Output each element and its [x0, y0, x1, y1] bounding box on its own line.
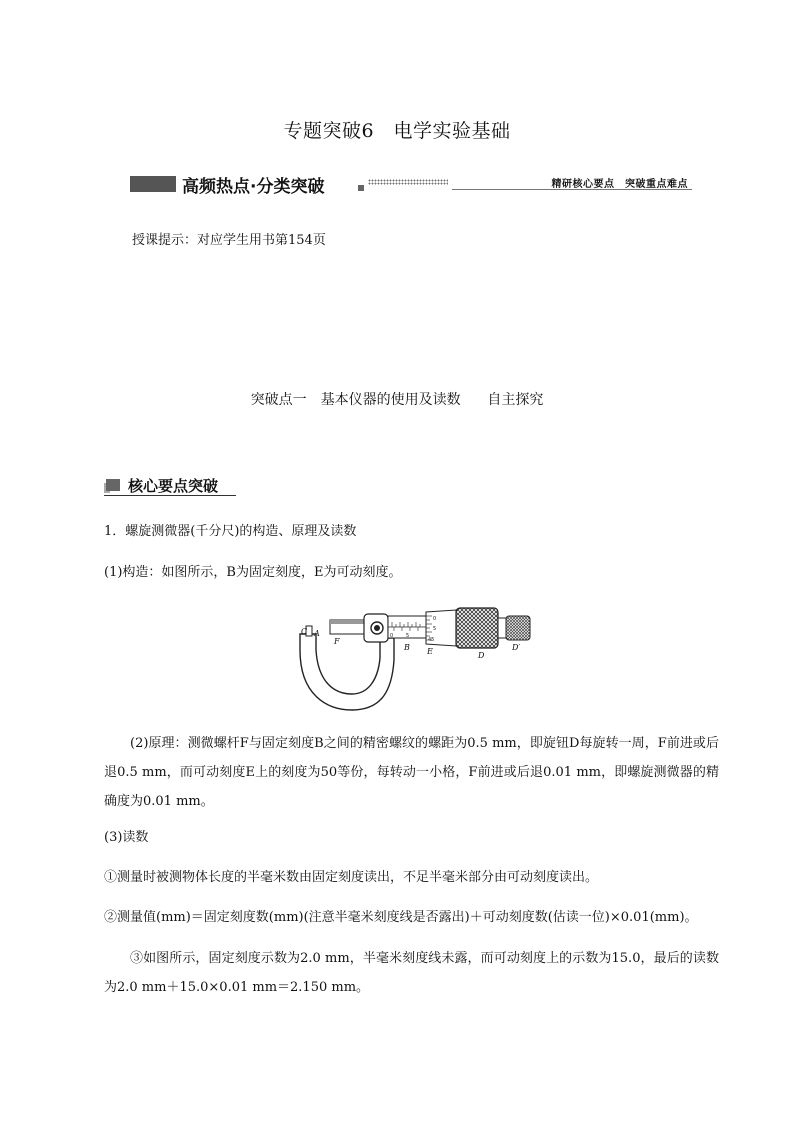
spindle-shade [330, 620, 364, 624]
thimble-scale-5: 5 [433, 626, 437, 632]
banner-subtitle: 精研核心要点 突破重点难点 [551, 179, 688, 190]
label-E: E [427, 647, 433, 656]
knob-shape [456, 608, 498, 648]
reading-step-3: ③如图所示，固定刻度示数为2.0 mm，半毫米刻度线未露，而可动刻度上的示数为15.0，最后的读数为2.0 mm＋15.0×0.01 mm＝2.150 mm。 [104, 951, 719, 995]
label-A: A [314, 629, 320, 638]
thimble-scale-0: 0 [433, 616, 437, 622]
core-heading-label: 核心要点突破 [128, 477, 219, 495]
ratchet-shape [498, 618, 506, 638]
section-heading [0, 389, 794, 409]
reading-title: (3)读数 [104, 830, 149, 845]
micrometer-figure [292, 600, 542, 712]
sleeve-scale-5: 5 [406, 633, 410, 639]
label-F: F [334, 637, 340, 646]
label-D: D [478, 651, 485, 660]
ratchet-knob-shape [506, 616, 530, 640]
thimble-scale-45: 45 [428, 637, 435, 643]
core-heading-underline [104, 495, 236, 496]
label-C: C [301, 627, 308, 636]
section-banner [130, 170, 692, 198]
section-title: 突破点一 基本仪器的使用及读数 [250, 392, 461, 408]
label-B: B [404, 643, 410, 652]
item1-title: 1．螺旋测微器(千分尺)的构造、原理及读数 [104, 524, 357, 539]
frame-shape [300, 634, 394, 710]
heading-square-icon [106, 479, 120, 491]
section-tag: 自主探究 [487, 392, 544, 408]
sleeve-scale-0: 0 [390, 633, 394, 639]
construction-text: (1)构造：如图所示，B为固定刻度，E为可动刻度。 [104, 565, 402, 580]
banner-square [358, 185, 364, 191]
label-D-prime: D′ [512, 643, 521, 652]
banner-block [130, 176, 176, 192]
page-title: 专题突破6 电学实验基础 [283, 120, 511, 142]
principle-text: (2)原理：测微螺杆F与固定刻度B之间的精密螺纹的螺距为0.5 mm，即旋钮D每旋转一周，F前进或后退0.5 mm，而可动刻度E上的刻度为50等份，每转动一小格，F前进或后退0.01 mm，即螺旋测微器的精确度为0.01 mm。 [104, 736, 719, 809]
banner-dots [368, 179, 448, 185]
teaching-hint: 授课提示：对应学生用书第154页 [132, 233, 326, 248]
reading-step-2: ②测量值(mm)＝固定刻度数(mm)(注意半毫米刻度线是否露出)＋可动刻度数(估读一位)×0.01(mm)。 [104, 910, 698, 925]
reading-step-1: ①测量时被测物体长度的半毫米数由固定刻度读出，不足半毫米部分由可动刻度读出。 [104, 870, 599, 885]
core-heading [104, 474, 236, 496]
banner-title: 高频热点·分类突破 [182, 177, 325, 197]
